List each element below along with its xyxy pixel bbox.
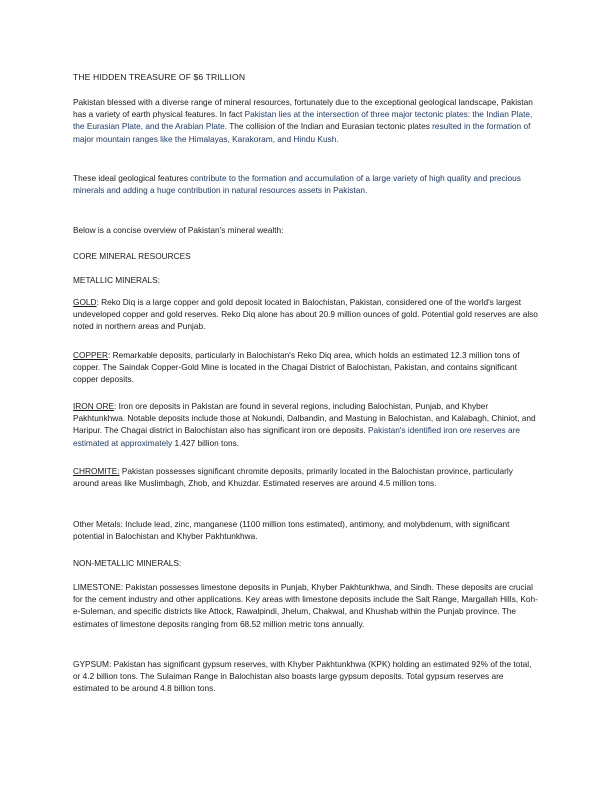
gold-paragraph	[73, 296, 541, 333]
intro2-highlight-b: contribute to the formation and accumulation of a large variety of high quality and precious minerals and adding a huge contribution in natural resources assets in Pakistan.	[73, 173, 521, 196]
intro-paragraph-1	[73, 96, 541, 145]
metallic-minerals-heading: METALLIC MINERALS:	[73, 275, 160, 285]
iron-ore-tail: 1.427 billion tons.	[172, 437, 240, 448]
chromite-text: Pakistan possesses significant chromite deposits, primarily located in the Balochistan province, particularly around areas like Muslimbagh, Zhob, and Khuzdar. Estimated reserves are around 4.5 million tons.	[73, 466, 513, 489]
other-metals-paragraph: Other Metals: Include lead, zinc, manganese (1100 million tons estimated), antimony, and molybdenum, with significant potential in Balochistan and Khyber Pakhtunkhwa.	[73, 519, 510, 542]
gold-text: : Reko Diq is a large copper and gold deposit located in Balochistan, Pakistan, considered one of the world's largest undeveloped copper and gold reserves. Reko Diq alone has about 20.9 million ounces of gold. Potential gold reserves are also noted in northern areas and Punjab.	[73, 297, 538, 332]
gypsum-paragraph: GYPSUM: Pakistan has significant gypsum reserves, with Khyber Pakhtunkhwa (KPK) holding an estimated 92% of the total, or 4.2 billion tons. The Sulaiman Range in Balochistan also boasts large gypsum deposits. Total gypsum reserves are estimated to be around 4.8 billion tons.	[73, 659, 532, 694]
overview-line: Below is a concise overview of Pakistan's mineral wealth:	[73, 225, 284, 235]
document-title: THE HIDDEN TREASURE OF $6 TRILLION	[73, 72, 246, 82]
iron-ore-text: : Iron ore deposits in Pakistan are found in several regions, including Balochistan, Punjab, and Khyber Pakhtunkhwa. Notable deposits include those at Nokundi, Dalbandin, and Mastung in Balochistan, and Kalabagh, Chiniot, and Haripur. The Chagai district in Balochistan also has significant iron ore deposits.	[73, 401, 536, 436]
gold-label: GOLD	[73, 297, 97, 307]
chromite-paragraph	[73, 465, 541, 489]
intro-highlight-b: Pakistan lies at the intersection of three major tectonic plates:	[244, 109, 473, 120]
intro-highlight-c: the Indian Plate, the Eurasian Plate, and the Arabian Plate.	[73, 109, 533, 132]
limestone-paragraph: LIMESTONE: Pakistan possesses limestone deposits in Punjab, Khyber Pakhtunkhwa, and Sindh. These deposits are crucial for the cement industry and other applications. Key areas with limestone deposits include the Salt Range, Margallah Hills, Koh-e-Suleman, and specific districts like Attock, Rawalpindi, Jhelum, Chakwal, and Khushab within the Punjab province. The estimates of limestone deposits ranging from 68.52 million metric tons annually.	[73, 582, 538, 629]
iron-ore-paragraph	[73, 400, 541, 449]
copper-label: COPPER	[73, 350, 109, 360]
intro2-text-a: These ideal geological features	[73, 173, 191, 183]
copper-text: : Remarkable deposits, particularly in Balochistan's Reko Diq area, which holds an estimated 12.3 million tons of copper. The Saindak Copper-Gold Mine is located in the Chagai District of Balochistan, Pakistan, and contains significant copper deposits.	[73, 350, 520, 385]
intro-text-d: The collision of the Indian and Eurasian tectonic plates	[227, 121, 433, 132]
intro-highlight-e: resulted in the formation of major mountain ranges like the Himalayas, Karakoram, and Hindu Kush.	[73, 121, 531, 144]
iron-ore-label: IRON ORE	[73, 401, 115, 411]
intro-paragraph-2	[73, 172, 541, 196]
intro-text-a: Pakistan blessed with a diverse range of mineral resources, fortunately due to the exceptional geological landscape, Pakistan has a variety of earth physical features. In fact	[73, 97, 533, 120]
non-metallic-minerals-heading: NON-METALLIC MINERALS:	[73, 558, 182, 568]
chromite-label: CHROMITE:	[73, 466, 120, 476]
iron-ore-highlight: Pakistan's identified iron ore reserves are estimated at approximately	[73, 425, 520, 448]
copper-paragraph	[73, 349, 541, 386]
core-minerals-heading: CORE MINERAL RESOURCES	[73, 251, 191, 261]
